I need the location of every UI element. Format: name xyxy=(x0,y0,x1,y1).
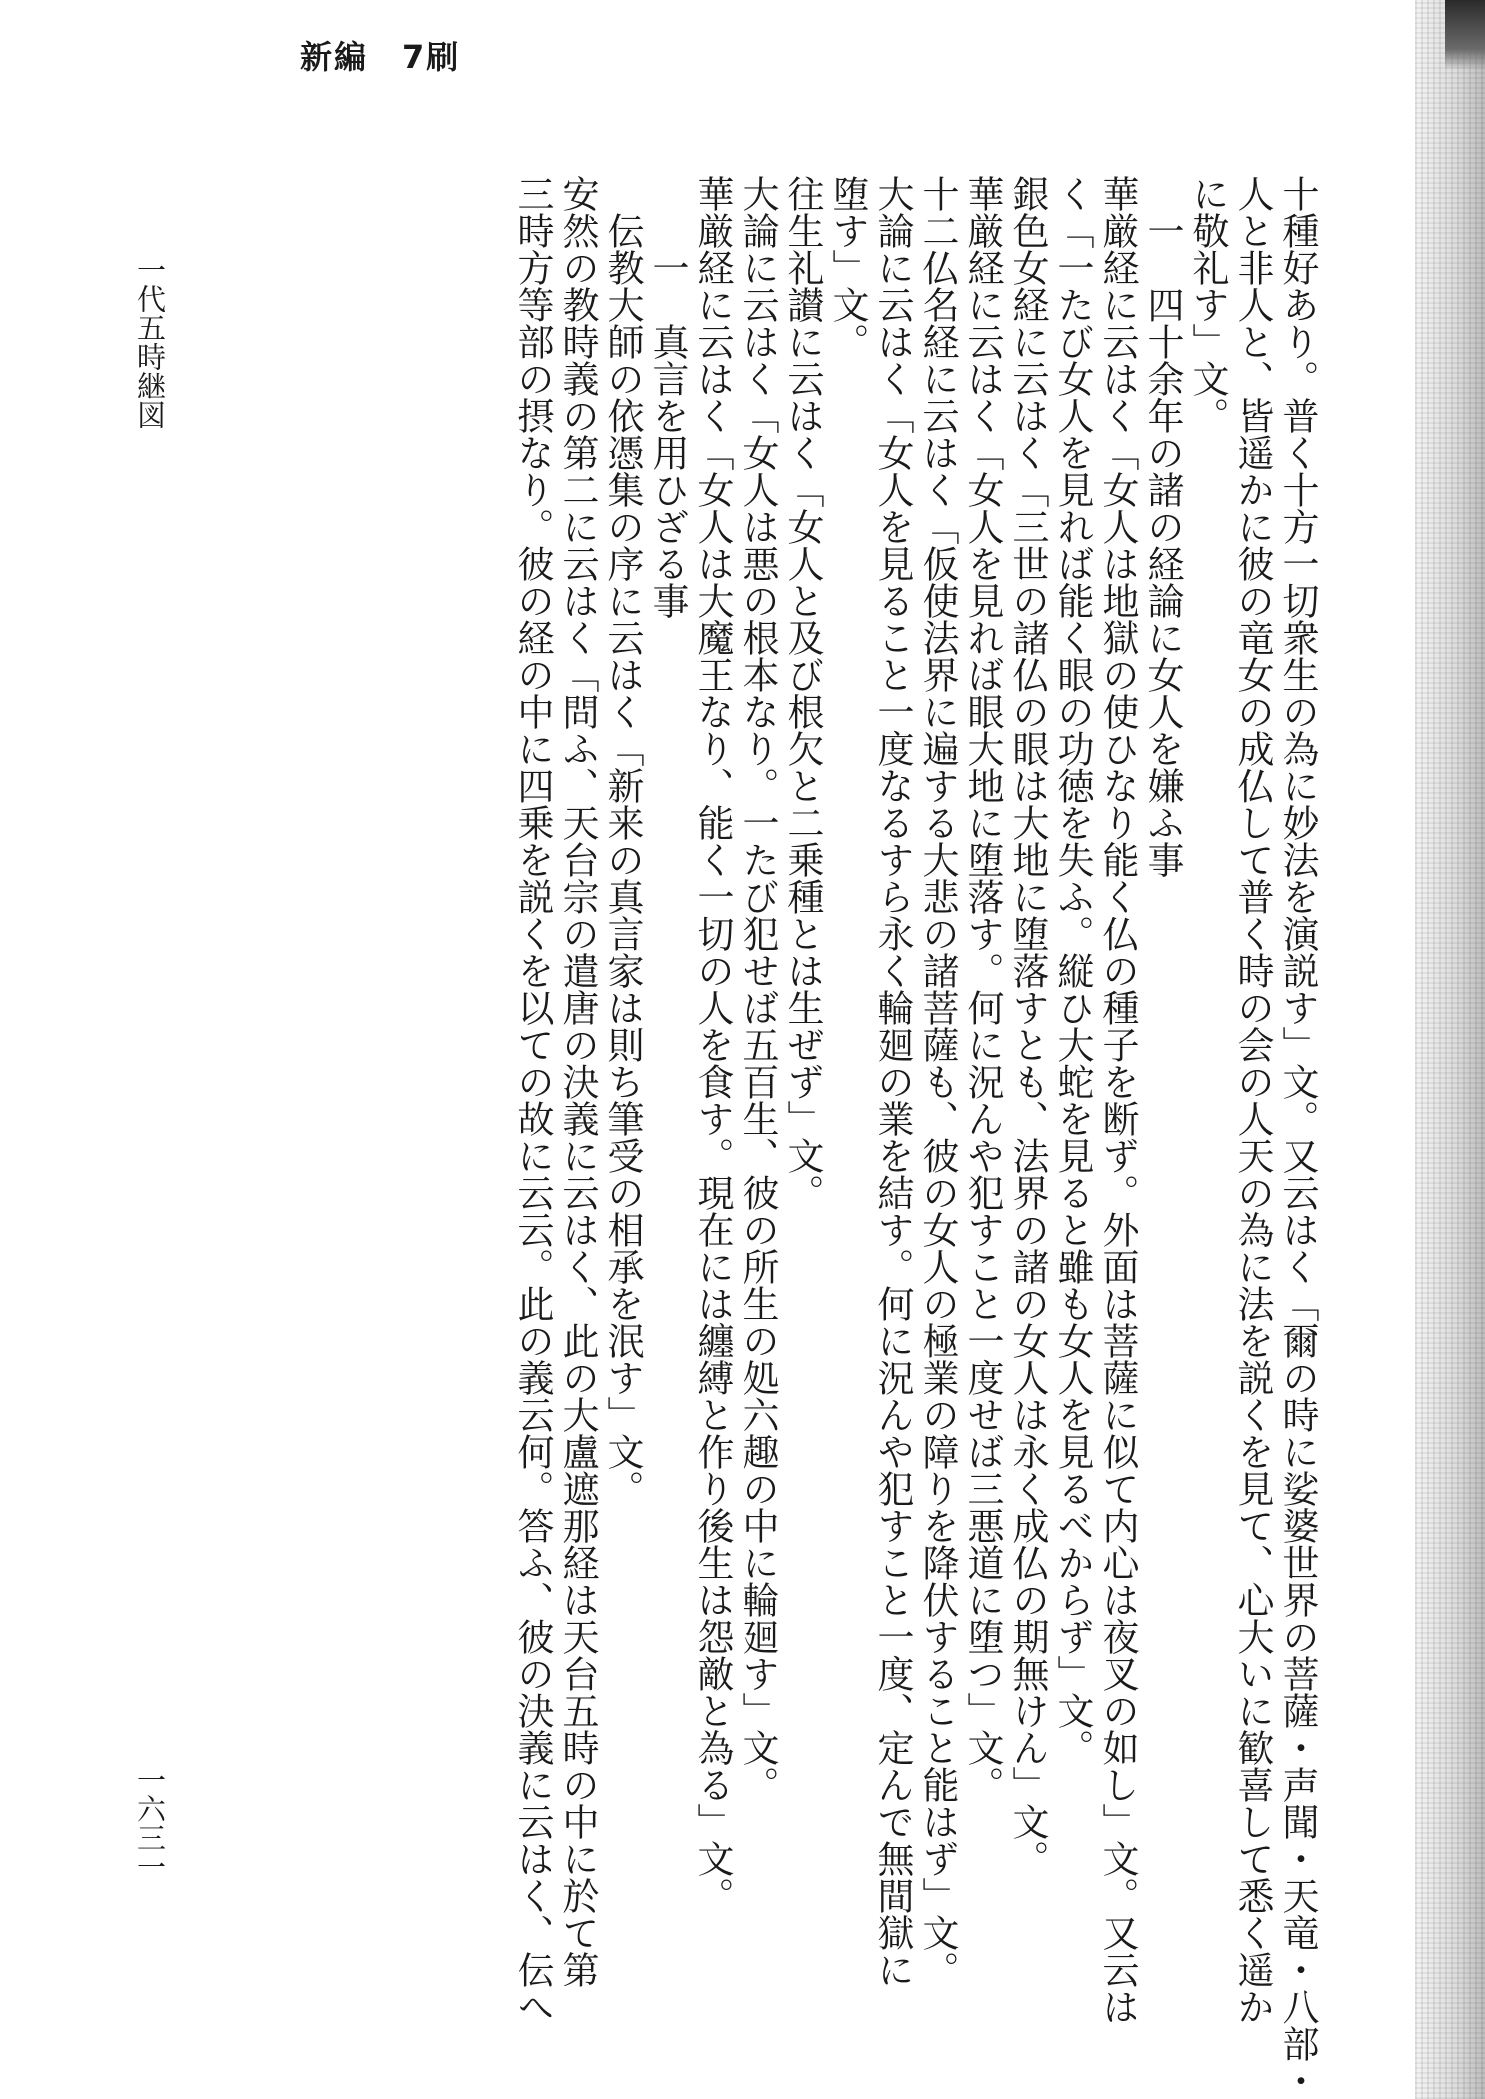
text-column: 大論に云はく「女人は悪の根本なり。一たび犯せば五百生、彼の所生の処六趣の中に輪廻す」文。 xyxy=(736,175,779,1803)
text-column: 十二仏名経に云はく「仮使法界に遍する大悲の諸菩薩も、彼の女人の極業の障りを降伏すること能はず」文。 xyxy=(916,175,959,1988)
text-column: 大論に云はく「女人を見ること一度なるすら永く輪廻の業を結す。何に況んや犯すこと一度、定んで無間獄に xyxy=(871,175,914,1988)
vertical-text-block xyxy=(210,175,1320,2099)
edition-label: 新編 7刷 xyxy=(300,38,461,76)
text-column: 華厳経に云はく「女人を見れば眼大地に堕落す。何に況んや犯すこと一度せば三悪道に堕つ」文。 xyxy=(961,175,1004,1803)
text-column: 人と非人と、皆遥かに彼の竜女の成仏して普く時の会の人天の為に法を説くを見て、心大いに歓喜して悉く遥か xyxy=(1231,175,1274,2025)
section-heading: 一 真言を用ひざる事 xyxy=(646,249,689,619)
text-column: く「一たび女人を見れば能く眼の功徳を失ふ。縦ひ大蛇を見ると雖も女人を見るべからず」文。 xyxy=(1051,175,1094,1766)
scan-page-edge xyxy=(1415,0,1485,2099)
section-heading: 一 四十余年の諸の経論に女人を嫌ふ事 xyxy=(1141,212,1184,878)
scan-shadow-corner xyxy=(1445,0,1485,70)
text-column: に敬礼す」文。 xyxy=(1186,175,1229,434)
text-column: 堕す」文。 xyxy=(826,175,869,360)
text-column: 三時方等部の摂なり。彼の経の中に四乗を説くを以ての故に云云。此の義云何。答ふ、彼の決義に云はく、伝へ xyxy=(511,175,554,2025)
page-number: 一六三一 xyxy=(133,1765,167,1881)
text-column: 安然の教時義の第二に云はく「問ふ、天台宗の遣唐の決義に云はく、此の大盧遮那経は天台五時の中に於て第 xyxy=(556,175,599,1988)
text-column: 十種好あり。普く十方一切衆生の為に妙法を演説す」文。又云はく「爾の時に娑婆世界の菩薩・声聞・天竜・八部・ xyxy=(1276,175,1319,2099)
text-column: 華厳経に云はく「女人は地獄の使ひなり能く仏の種子を断ず。外面は菩薩に似て内心は夜叉の如し」文。又云は xyxy=(1096,175,1139,2025)
text-column: 往生礼讃に云はく「女人と及び根欠と二乗種とは生ぜず」文。 xyxy=(781,175,824,1211)
text-column: 華厳経に云はく「女人は大魔王なり、能く一切の人を食す。現在には纏縛と作り後生は怨敵と為る」文。 xyxy=(691,175,734,1914)
text-column-indented: 伝教大師の依憑集の序に云はく「新来の真言家は則ち筆受の相承を泯す」文。 xyxy=(601,212,644,1507)
running-title: 一代五時継図 xyxy=(133,255,167,429)
text-column: 銀色女経に云はく「三世の諸仏の眼は大地に堕落すとも、法界の諸の女人は永く成仏の期無けん」文。 xyxy=(1006,175,1049,1877)
